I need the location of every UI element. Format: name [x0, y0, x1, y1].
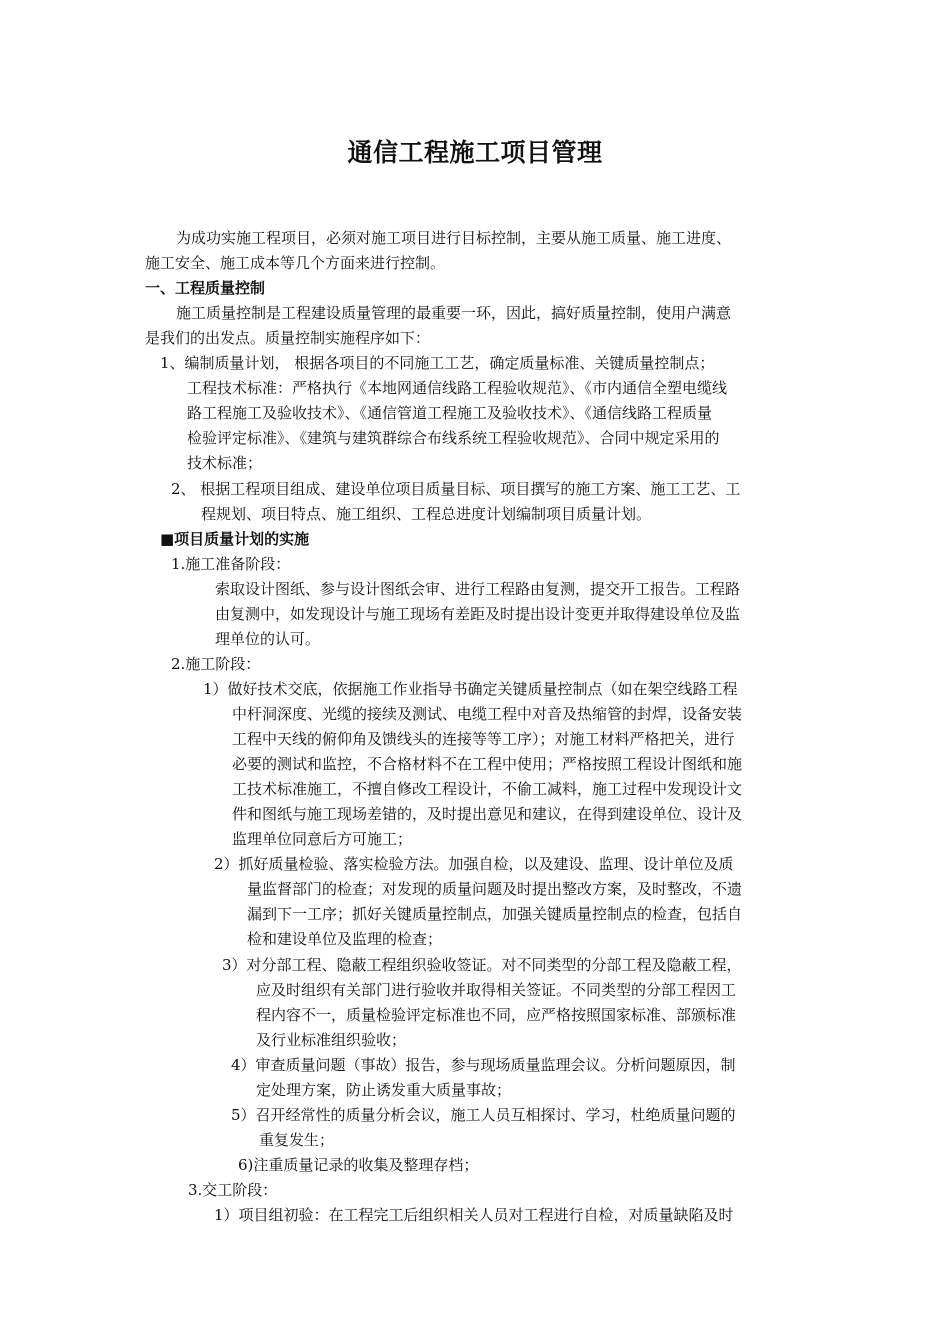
paragraph-line: 施工质量控制是工程建设质量管理的最重要一环，因此，搞好质量控制，使用户满意: [176, 304, 732, 322]
list-item: 2、 根据工程项目组成、建设单位项目质量目标、项目撰写的施工方案、施工工艺、工: [171, 480, 741, 498]
stage-item: 工程中天线的俯仰角及馈线头的连接等等工序）；对施工材料严格把关，进行: [232, 730, 735, 748]
paragraph-line: 是我们的出发点。质量控制实施程序如下：: [145, 329, 431, 347]
stage-item: 定处理方案，防止诱发重大质量事故；: [256, 1081, 512, 1099]
stage-item: 及行业标准组织验收；: [256, 1031, 407, 1049]
intro-line: 施工安全、施工成本等几个方面来进行控制。: [145, 254, 446, 272]
stage-item: 1）项目组初验：在工程完工后组织相关人员对工程进行自检，对质量缺陷及时: [214, 1206, 734, 1224]
section-heading: 一、工程质量控制: [145, 279, 266, 297]
stage-text: 索取设计图纸、参与设计图纸会审、进行工程路由复测，提交开工报告。工程路: [215, 580, 741, 598]
list-item-detail: 检验评定标准》、《建筑与建筑群综合布线系统工程验收规范》、合同中规定采用的: [187, 429, 720, 447]
list-item: 1、编制质量计划， 根据各项目的不同施工工艺，确定质量标准、关键质量控制点；: [160, 354, 715, 372]
sub-heading: ■项目质量计划的实施: [160, 530, 310, 548]
list-item: 程规划、项目特点、施工组织、工程总进度计划编制项目质量计划。: [201, 505, 652, 523]
stage-item: 工技术标准施工，不擅自修改工程设计，不偷工减料，施工过程中发现设计文: [232, 780, 743, 798]
stage-title: 1.施工准备阶段：: [171, 555, 291, 573]
stage-item: 检和建设单位及监理的检查；: [247, 930, 443, 948]
list-item-detail: 技术标准；: [187, 454, 263, 472]
list-item-detail: 工程技术标准：严格执行《本地网通信线路工程验收规范》、《市内通信全塑电缆线: [187, 379, 728, 397]
stage-item: 漏到下一工序；抓好关键质量控制点，加强关键质量控制点的检查，包括自: [247, 905, 743, 923]
stage-item: 必要的测试和监控，不合格材料不在工程中使用；严格按照工程设计图纸和施: [232, 755, 743, 773]
stage-text: 由复测中，如发现设计与施工现场有差距及时提出设计变更并取得建设单位及监: [215, 605, 741, 623]
intro-line: 为成功实施工程项目，必须对施工项目进行目标控制，主要从施工质量、施工进度、: [176, 229, 732, 247]
list-item-detail: 路工程施工及验收技术》、《通信管道工程施工及验收技术》、《通信线路工程质量: [187, 404, 713, 422]
stage-item: 6)注重质量记录的收集及整理存档；: [238, 1156, 479, 1174]
stage-item: 2）抓好质量检验、落实检验方法。加强自检，以及建设、监理、设计单位及质: [214, 855, 734, 873]
stage-item: 程内容不一，质量检验评定标准也不同，应严格按照国家标准、部颁标准: [256, 1006, 737, 1024]
stage-item: 重复发生；: [259, 1131, 335, 1149]
stage-item: 件和图纸与施工现场差错的，及时提出意见和建议，在得到建设单位、设计及: [232, 805, 743, 823]
stage-title: 3.交工阶段：: [188, 1181, 278, 1199]
page-title: 通信工程施工项目管理: [347, 138, 603, 167]
stage-item: 1）做好技术交底，依据施工作业指导书确定关键质量控制点（如在架空线路工程: [203, 680, 738, 698]
stage-item: 5）召开经常性的质量分析会议，施工人员互相探讨、学习，杜绝质量问题的: [231, 1106, 736, 1124]
stage-text: 理单位的认可。: [215, 630, 321, 648]
stage-title: 2.施工阶段：: [171, 655, 261, 673]
stage-item: 应及时组织有关部门进行验收并取得相关签证。不同类型的分部工程因工: [256, 981, 737, 999]
stage-item: 3）对分部工程、隐蔽工程组织验收签证。对不同类型的分部工程及隐蔽工程，: [222, 956, 742, 974]
stage-item: 中杆洞深度、光缆的接续及测试、电缆工程中对音及热缩管的封焊，设备安装: [232, 705, 743, 723]
stage-item: 4）审查质量问题（事故）报告，参与现场质量监理会议。分析问题原因，制: [231, 1056, 736, 1074]
stage-item: 量监督部门的检查；对发现的质量问题及时提出整改方案，及时整改，不遗: [247, 880, 743, 898]
stage-item: 监理单位同意后方可施工；: [232, 830, 413, 848]
